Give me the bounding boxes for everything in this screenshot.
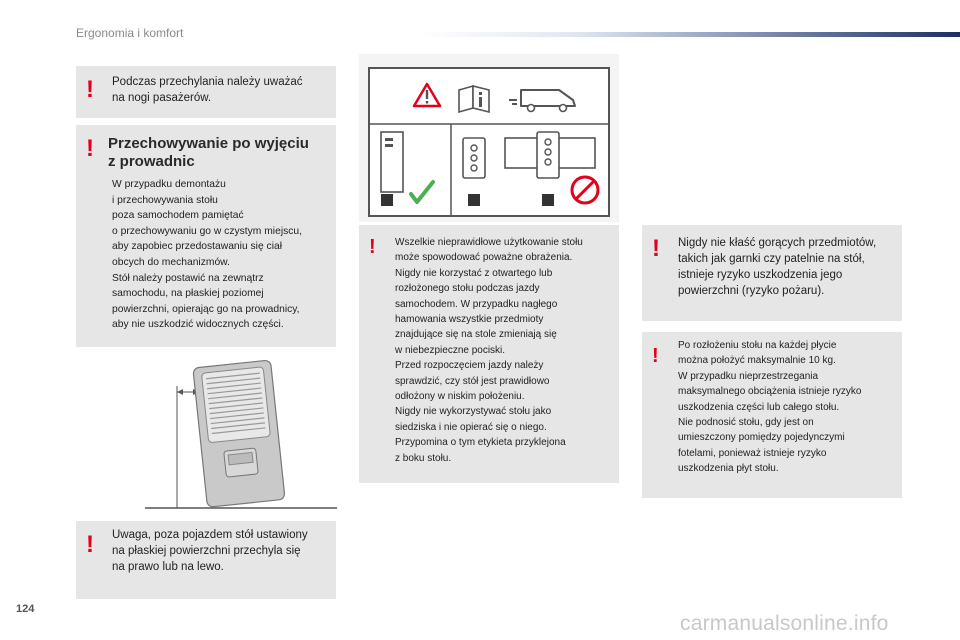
storage-section-box bbox=[76, 125, 336, 347]
warning-text: Wszelkie nieprawidłowe użytkowanie stołu może spowodować poważne obrażenia. Nigdy nie korzystać z otwartego lub rozłożonego stołu podczas jazdy samochodem. W przypadku nagłego hamowania wszystkie przedmioty znajdujące się na stole zmieniają się w niebezpieczne pociski. Przed rozpoczęciem jazdy należy sprawdzić, czy stół jest prawidłowo odłożony w niskim położeniu. Nigdy nie wykorzystywać stołu jako siedziska i nie opierać się o niego. Przypomina o tym etykieta przyklejona z boku stołu. bbox=[395, 237, 583, 464]
header-gradient-bar bbox=[420, 32, 960, 37]
warning-text: Nigdy nie kłaść gorących przedmiotów, takich jak garnki czy patelnie na stół, istnieje ryzyko uszkodzenia jego powierzchni (ryzyko pożaru). bbox=[678, 237, 877, 297]
warning-icon: ! bbox=[652, 235, 660, 262]
warning-box-max-load bbox=[642, 332, 902, 498]
warning-box-hot-objects bbox=[642, 225, 902, 321]
warning-icon: ! bbox=[369, 236, 376, 258]
manual-info-icon bbox=[459, 86, 489, 112]
warning-box-tilt bbox=[76, 521, 336, 599]
storage-heading: Przechowywanie po wyjęciu z prowadnic bbox=[108, 135, 309, 170]
warning-icon: ! bbox=[652, 345, 659, 367]
section-title: Ergonomia i komfort bbox=[76, 26, 184, 40]
warning-box-misuse bbox=[359, 225, 619, 483]
watermark: carmanualsonline.info bbox=[680, 612, 889, 635]
warning-text: Po rozłożeniu stołu na każdej płycie można położyć maksymalnie 10 kg. W przypadku nieprzestrzegania maksymalnego obciążenia istnieje ryzyko uszkodzenia części lub całego stołu. Nie podnosić stołu, gdy jest on umieszczony pomiędzy pojedynczymi fotelami, ponieważ istnieje ryzyko uszkodzenia płyt stołu. bbox=[678, 340, 862, 475]
table-label-pictogram bbox=[359, 54, 619, 222]
warning-icon: ! bbox=[86, 76, 94, 103]
warning-text: Podczas przechylania należy uważać na nogi pasażerów. bbox=[112, 76, 303, 104]
warning-text: Uwaga, poza pojazdem stół ustawiony na płaskiej powierzchni przechyla się na prawo lub na lewo. bbox=[112, 529, 308, 573]
warning-icon: ! bbox=[86, 531, 94, 558]
page-number: 124 bbox=[16, 603, 35, 615]
pictogram-drawing bbox=[359, 54, 619, 222]
storage-text: W przypadku demontażu i przechowywania stołu poza samochodem pamiętać o przechowywaniu go w czystym miejscu, aby zapobiec przedostawaniu się ciał obcych do mechanizmów. Stół należy postawić na zewnątrz samochodu, na płaskiej poziomej powierzchni, opierając go na prowadnicy, aby nie uszkodzić widocznych części. bbox=[112, 179, 302, 331]
warning-icon: ! bbox=[86, 135, 94, 162]
table-tilt-illustration bbox=[145, 352, 337, 512]
warning-box-passenger-legs bbox=[76, 66, 336, 118]
